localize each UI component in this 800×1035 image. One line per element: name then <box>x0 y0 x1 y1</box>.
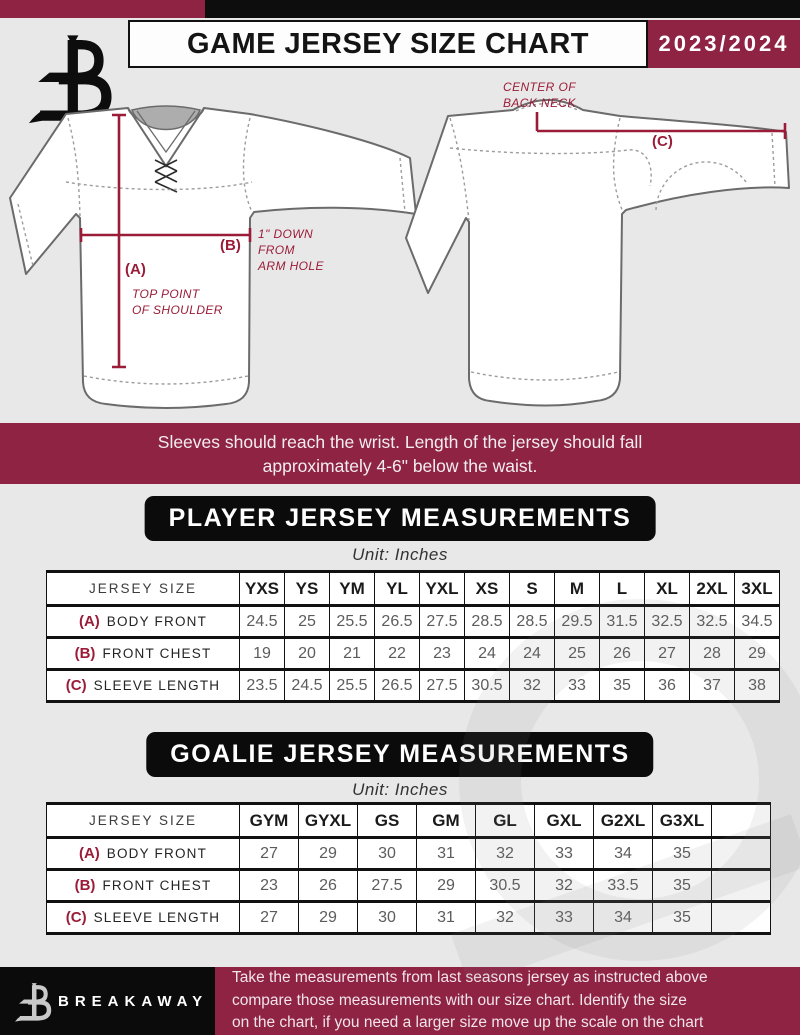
measurement-value: 26 <box>299 870 358 902</box>
measurement-value: 27 <box>240 902 299 934</box>
row-key: (A) <box>78 844 100 862</box>
measurement-value: 31 <box>417 838 476 870</box>
measurement-value: 38 <box>735 670 780 702</box>
size-col-empty <box>712 804 771 838</box>
measurement-value: 33 <box>535 902 594 934</box>
label-b: (B) <box>220 237 241 254</box>
measurement-value: 34 <box>594 902 653 934</box>
row-label <box>47 838 240 870</box>
measurement-value: 25.5 <box>330 670 375 702</box>
measurement-value: 26.5 <box>375 606 420 638</box>
row-label <box>47 606 240 638</box>
size-col-XS: XS <box>465 572 510 606</box>
measurement-value: 24.5 <box>240 606 285 638</box>
footer-brand-block <box>0 967 215 1035</box>
goalie-measurements-table <box>46 802 771 935</box>
measurement-value: 34.5 <box>735 606 780 638</box>
measurement-value: 31 <box>417 902 476 934</box>
size-header-row <box>47 804 771 838</box>
size-col-M: M <box>555 572 600 606</box>
row-name: SLEEVE LENGTH <box>93 909 221 925</box>
measurement-row <box>47 606 780 638</box>
row-name: SLEEVE LENGTH <box>93 677 221 693</box>
measurement-value: 24 <box>510 638 555 670</box>
row-label <box>47 670 240 702</box>
measurement-value: 27.5 <box>358 870 417 902</box>
measurement-value: 35 <box>600 670 645 702</box>
player-unit-label: Unit: Inches <box>352 545 448 564</box>
row-name: BODY FRONT <box>106 845 208 861</box>
row-name: FRONT CHEST <box>102 877 212 893</box>
row-key: (B) <box>74 876 96 894</box>
measurement-value: 32.5 <box>645 606 690 638</box>
measurement-value: 30.5 <box>476 870 535 902</box>
measurement-value <box>712 838 771 870</box>
size-col-YL: YL <box>375 572 420 606</box>
measurement-value: 35 <box>653 902 712 934</box>
footer-brand-name: BREAKAWAY <box>58 992 209 1010</box>
size-col-YM: YM <box>330 572 375 606</box>
label-a-note: TOP POINT OF SHOULDER <box>132 287 223 317</box>
measurement-value: 30.5 <box>465 670 510 702</box>
size-col-YXS: YXS <box>240 572 285 606</box>
front-jersey-diagram <box>6 96 420 418</box>
size-col-GXL: GXL <box>535 804 594 838</box>
size-col-GYM: GYM <box>240 804 299 838</box>
measurement-row <box>47 638 780 670</box>
measurement-value: 27.5 <box>420 606 465 638</box>
measurement-value: 26.5 <box>375 670 420 702</box>
measurement-row <box>47 838 771 870</box>
label-a: (A) <box>125 261 146 278</box>
measurement-row <box>47 670 780 702</box>
measurement-value: 24.5 <box>285 670 330 702</box>
measurement-value: 35 <box>653 870 712 902</box>
measurement-value: 29 <box>735 638 780 670</box>
row-key: (A) <box>78 612 100 630</box>
footer-b-icon <box>12 979 54 1022</box>
size-col-3XL: 3XL <box>735 572 780 606</box>
measurement-value: 36 <box>645 670 690 702</box>
jersey-size-header: JERSEY SIZE <box>47 804 240 838</box>
measurement-value: 24 <box>465 638 510 670</box>
size-col-L: L <box>600 572 645 606</box>
measurement-value: 20 <box>285 638 330 670</box>
top-strip-black <box>205 0 800 18</box>
measurement-value: 33.5 <box>594 870 653 902</box>
row-name: FRONT CHEST <box>102 645 212 661</box>
size-col-YS: YS <box>285 572 330 606</box>
measurement-value: 32 <box>476 838 535 870</box>
row-key: (C) <box>65 908 87 926</box>
measurement-value: 32 <box>510 670 555 702</box>
size-header-row <box>47 572 780 606</box>
measurement-row <box>47 870 771 902</box>
measurement-value: 34 <box>594 838 653 870</box>
page-title: GAME JERSEY SIZE CHART <box>128 20 648 68</box>
measurement-value: 27 <box>645 638 690 670</box>
size-col-2XL: 2XL <box>690 572 735 606</box>
measurement-value: 33 <box>555 670 600 702</box>
measurement-value: 19 <box>240 638 285 670</box>
measurement-value: 26 <box>600 638 645 670</box>
measurement-value: 32 <box>476 902 535 934</box>
measurement-value <box>712 870 771 902</box>
footer-instructions: Take the measurements from last seasons jersey as instructed above compare those measurements with our size chart. Identify the size on the chart, if you need a larger size move up the scale on the chart <box>215 967 800 1035</box>
measurement-value: 23.5 <box>240 670 285 702</box>
goalie-section-title: GOALIE JERSEY MEASUREMENTS <box>146 732 653 777</box>
measurement-value: 25 <box>285 606 330 638</box>
measurement-value: 33 <box>535 838 594 870</box>
player-measurements-table <box>46 570 780 703</box>
measurement-value: 29 <box>299 902 358 934</box>
size-col-S: S <box>510 572 555 606</box>
measurement-row <box>47 902 771 934</box>
player-section-title: PLAYER JERSEY MEASUREMENTS <box>145 496 656 541</box>
row-key: (B) <box>74 644 96 662</box>
measurement-value: 32.5 <box>690 606 735 638</box>
label-c-note: CENTER OF BACK NECK <box>503 80 576 110</box>
row-label <box>47 870 240 902</box>
jersey-size-header: JERSEY SIZE <box>47 572 240 606</box>
label-c: (C) <box>652 133 673 150</box>
measurement-value: 37 <box>690 670 735 702</box>
row-label <box>47 638 240 670</box>
measurement-value: 29 <box>417 870 476 902</box>
size-col-G3XL: G3XL <box>653 804 712 838</box>
measurement-value: 35 <box>653 838 712 870</box>
measurement-value: 28.5 <box>510 606 555 638</box>
measurement-value: 22 <box>375 638 420 670</box>
size-col-GS: GS <box>358 804 417 838</box>
size-col-YXL: YXL <box>420 572 465 606</box>
row-name: BODY FRONT <box>106 613 208 629</box>
measurement-value: 29 <box>299 838 358 870</box>
measurement-value: 27 <box>240 838 299 870</box>
measurement-value: 25.5 <box>330 606 375 638</box>
season-badge: 2023/2024 <box>648 20 800 68</box>
measurement-value: 27.5 <box>420 670 465 702</box>
label-b-note: 1" DOWN FROM ARM HOLE <box>258 227 324 273</box>
size-col-G2XL: G2XL <box>594 804 653 838</box>
measurement-value: 32 <box>535 870 594 902</box>
size-col-GYXL: GYXL <box>299 804 358 838</box>
top-strip-maroon <box>0 0 205 18</box>
measurement-value: 21 <box>330 638 375 670</box>
measurement-value: 30 <box>358 902 417 934</box>
back-jersey-diagram <box>398 88 798 418</box>
size-col-GM: GM <box>417 804 476 838</box>
measurement-value: 29.5 <box>555 606 600 638</box>
measurement-value: 25 <box>555 638 600 670</box>
fit-notice: Sleeves should reach the wrist. Length of the jersey should fall approximately 4-6" below the waist. <box>0 423 800 484</box>
goalie-unit-label: Unit: Inches <box>352 780 448 799</box>
size-col-GL: GL <box>476 804 535 838</box>
measurement-value <box>712 902 771 934</box>
measurement-value: 23 <box>420 638 465 670</box>
row-label <box>47 902 240 934</box>
measurement-value: 31.5 <box>600 606 645 638</box>
measurement-value: 23 <box>240 870 299 902</box>
measurement-value: 30 <box>358 838 417 870</box>
size-col-XL: XL <box>645 572 690 606</box>
measurement-value: 28.5 <box>465 606 510 638</box>
measurement-value: 28 <box>690 638 735 670</box>
row-key: (C) <box>65 676 87 694</box>
